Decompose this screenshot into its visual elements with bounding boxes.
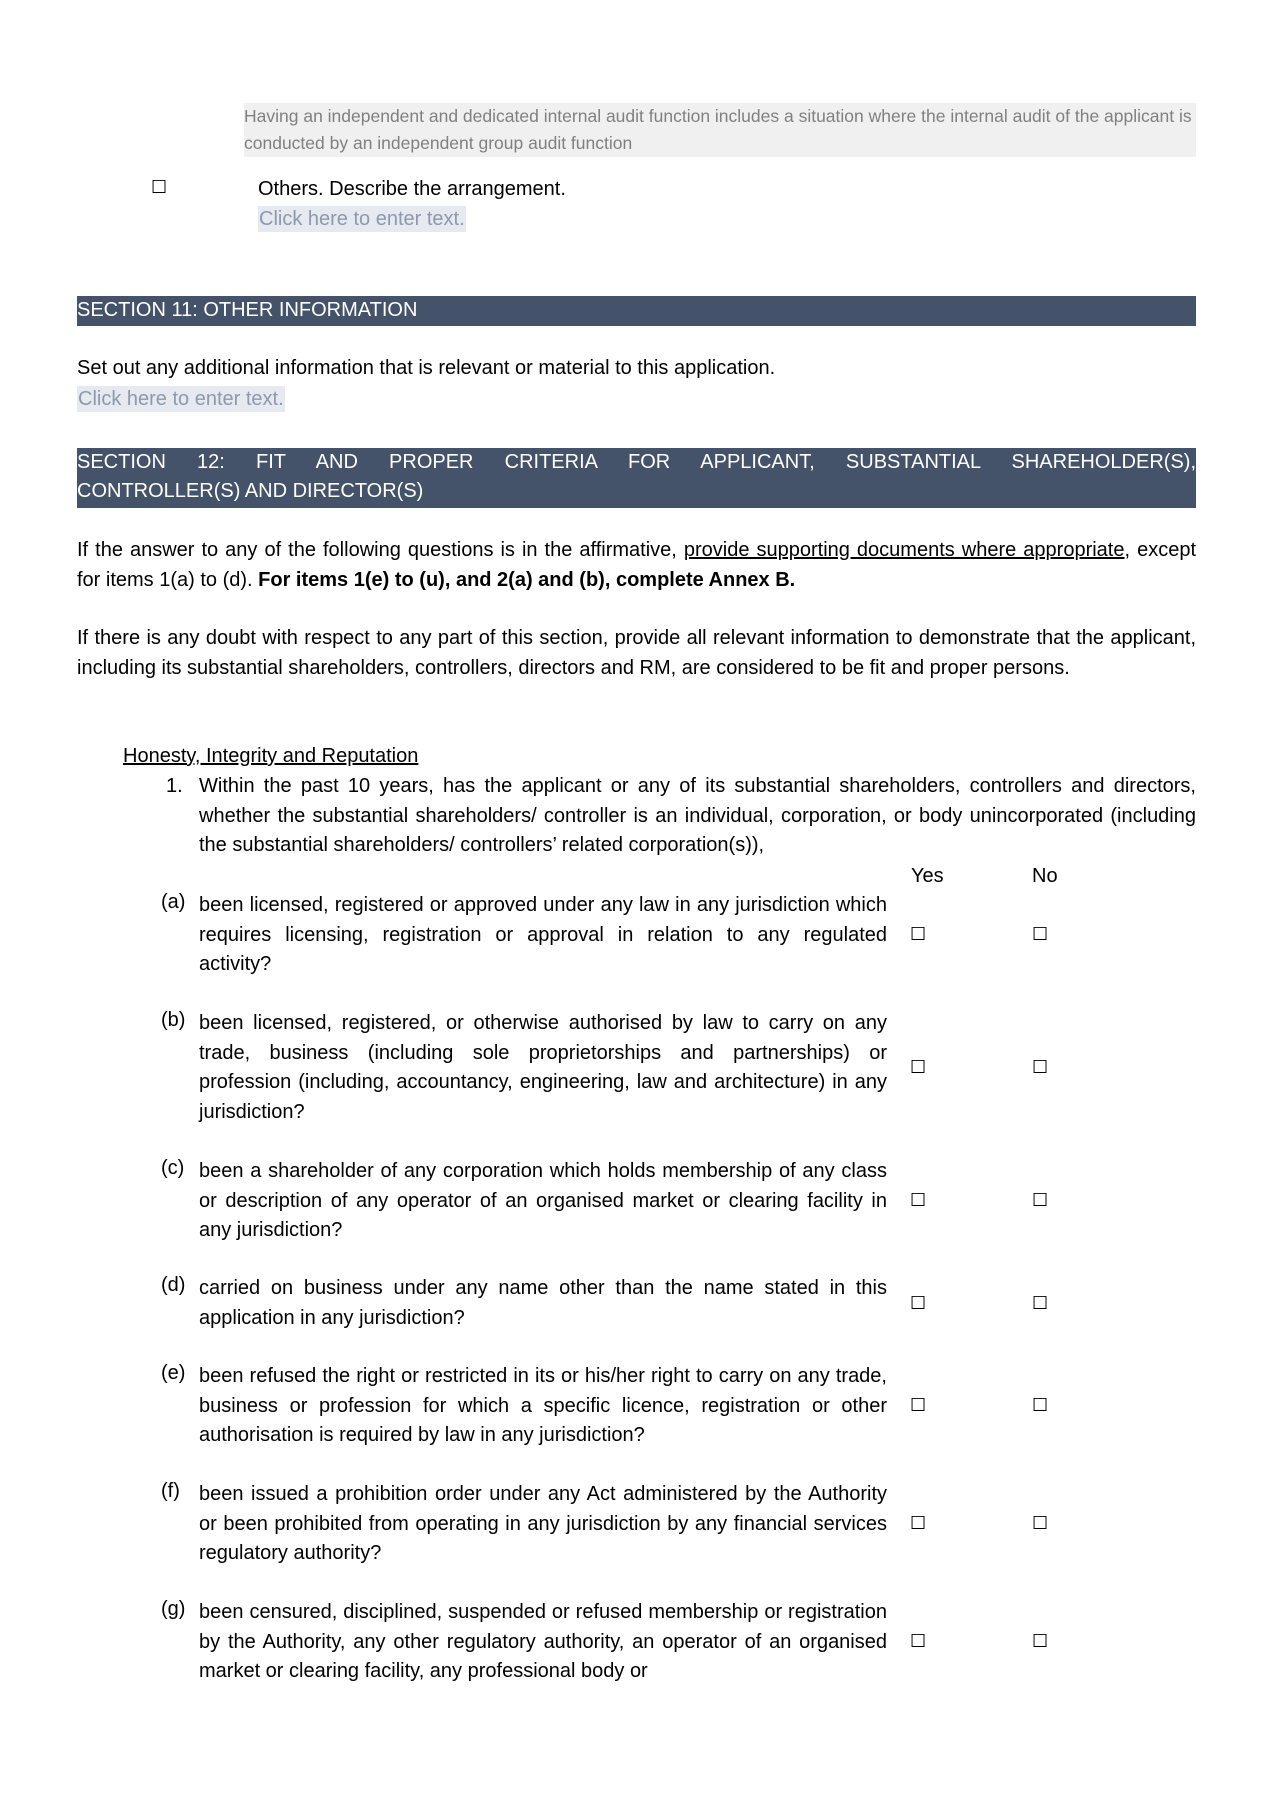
- item-a-yes-checkbox[interactable]: ☐: [910, 924, 927, 945]
- item-e-yes-checkbox[interactable]: ☐: [910, 1395, 927, 1416]
- intro-text-2: , except for items 1(a) to (d).: [77, 539, 1196, 591]
- item-letter: (a): [161, 891, 186, 913]
- item-text: been licensed, registered, or otherwise authorised by law to carry on any trade, business (including sole proprietorships and partnerships) or profession (including, accountancy, engineering, law and architecture) in any jurisdiction?: [199, 1012, 887, 1123]
- section-12-title-line2: CONTROLLER(S) AND DIRECTOR(S): [77, 480, 424, 502]
- supporting-documents-link: provide supporting documents where appropriate: [683, 539, 1125, 561]
- item-d-no-checkbox[interactable]: ☐: [1032, 1293, 1049, 1314]
- item-text: been issued a prohibition order under any Act administered by the Authority or been prohibited from operating in any jurisdiction by any financial services regulatory authority?: [199, 1483, 887, 1564]
- item-b-no-checkbox[interactable]: ☐: [1032, 1057, 1049, 1078]
- item-letter: (e): [161, 1362, 186, 1384]
- other-information-text-field[interactable]: Click here to enter text.: [78, 388, 284, 410]
- item-letter: (f): [161, 1480, 180, 1502]
- item-e-no-checkbox[interactable]: ☐: [1032, 1395, 1049, 1416]
- audit-function-note: Having an independent and dedicated internal audit function includes a situation where the internal audit of the applicant is conducted by an independent group audit function: [244, 103, 1196, 157]
- intro-text-1: If the answer to any of the following questions is in the affirmative,: [77, 539, 684, 561]
- question-1-number: 1.: [166, 775, 183, 797]
- item-letter: (c): [161, 1157, 185, 1179]
- item-letter: (b): [161, 1009, 186, 1031]
- question-1-text: Within the past 10 years, has the applicant or any of its substantial shareholders, controllers and directors, whether the substantial shareholders/ controller is an individual, corporation, or body unincorporated (including the substantial shareholders/ controllers’ related corporation(s)),: [199, 775, 1196, 856]
- others-checkbox[interactable]: ☐: [151, 177, 168, 198]
- section-12-header: [77, 448, 1196, 508]
- section-12-title-line1: SECTION 12: FIT AND PROPER CRITERIA FOR APPLICANT, SUBSTANTIAL SHAREHOLDER(S),: [77, 451, 1196, 473]
- item-g-yes-checkbox[interactable]: ☐: [910, 1631, 927, 1652]
- item-c-no-checkbox[interactable]: ☐: [1032, 1190, 1049, 1211]
- item-letter: (g): [161, 1598, 186, 1620]
- section-11-header: [77, 296, 1196, 326]
- item-text: been licensed, registered or approved under any law in any jurisdiction which requires licensing, registration or approval in relation to any regulated activity?: [199, 894, 887, 975]
- item-d-yes-checkbox[interactable]: ☐: [910, 1293, 927, 1314]
- yes-column-header: Yes: [911, 865, 944, 887]
- others-text-field[interactable]: Click here to enter text.: [259, 208, 465, 230]
- section-11-instruction: Set out any additional information that is relevant or material to this application.: [77, 357, 776, 379]
- others-label: Others. Describe the arrangement.: [258, 178, 566, 200]
- item-text: been refused the right or restricted in its or his/her right to carry on any trade, business or profession for which a specific licence, registration or other authorisation is required by law in any jurisdiction?: [199, 1365, 887, 1446]
- item-letter: (d): [161, 1274, 186, 1296]
- no-column-header: No: [1032, 865, 1058, 887]
- section-12-intro: [77, 536, 1196, 595]
- item-a-no-checkbox[interactable]: ☐: [1032, 924, 1049, 945]
- item-text: been a shareholder of any corporation which holds membership of any class or description of any operator of an organised market or clearing facility in any jurisdiction?: [199, 1160, 887, 1241]
- item-f-no-checkbox[interactable]: ☐: [1032, 1513, 1049, 1534]
- item-c-yes-checkbox[interactable]: ☐: [910, 1190, 927, 1211]
- honesty-integrity-heading: Honesty, Integrity and Reputation: [123, 745, 419, 767]
- section-11-title: SECTION 11: OTHER INFORMATION: [77, 299, 418, 321]
- item-f-yes-checkbox[interactable]: ☐: [910, 1513, 927, 1534]
- annex-b-instruction: For items 1(e) to (u), and 2(a) and (b), complete Annex B.: [258, 568, 796, 591]
- doubt-paragraph: If there is any doubt with respect to any part of this section, provide all relevant information to demonstrate that the applicant, including its substantial shareholders, controllers, directors and RM, are considered to be fit and proper persons.: [77, 627, 1196, 679]
- item-b-yes-checkbox[interactable]: ☐: [910, 1057, 927, 1078]
- item-text: carried on business under any name other than the name stated in this application in any jurisdiction?: [199, 1277, 887, 1329]
- item-g-no-checkbox[interactable]: ☐: [1032, 1631, 1049, 1652]
- item-text: been censured, disciplined, suspended or refused membership or registration by the Authority, any other regulatory authority, an operator of an organised market or clearing facility, any professional body or: [199, 1601, 887, 1682]
